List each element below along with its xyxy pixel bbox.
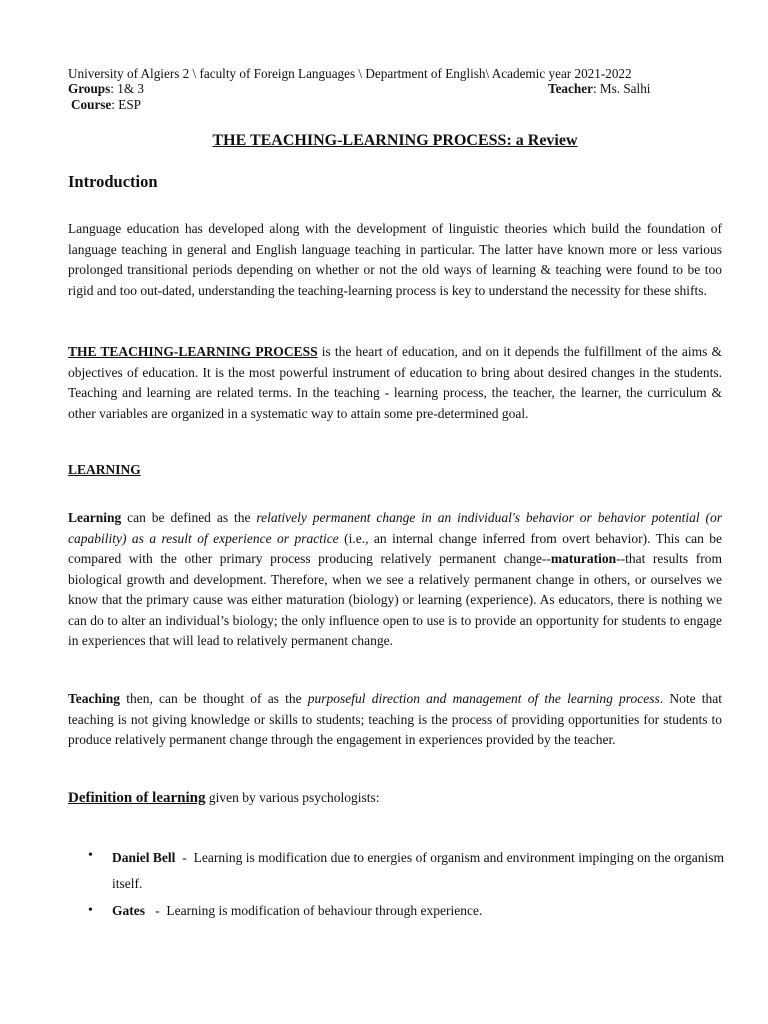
teacher-label: Teacher (548, 81, 593, 96)
definitions-heading-rest: given by various psychologists: (205, 790, 380, 805)
process-text: is the heart of education, and on it depends the fulfillment of the aims & objectives of education. It is the most powerful instrument of education to bring about desired changes in the students. Teaching and learning are related terms. In the teaching - learning process, the teacher, the learner, the curriculum & other variables are organized in a systematic way to attain some pre-determined goal. (68, 344, 722, 421)
learning-heading: LEARNING (68, 462, 141, 477)
learning-text-2: (i.e., an internal change inferred from overt behavior). This can be compared with the other primary process producing relatively permanent change-- (68, 530, 722, 566)
teaching-text-1: then, can be thought of as the (120, 691, 308, 706)
header-institution: University of Algiers 2 \ faculty of Foreign Languages \ Department of English\ Academic year 2021-2022 (68, 66, 632, 81)
teaching-text-2: . Note that teaching is not giving knowledge or skills to students; teaching is the process of providing opportunities for students to produce relatively permanent change through the engagement in experiences provided by the teacher. (68, 691, 722, 747)
introduction-paragraph: Language education has developed along with the development of linguistic theories which build the foundation of language teaching in general and English language teaching in particular. The latter have known more or less various prolonged transitional periods depending on whether or not the old ways of learning & teaching were found to be too rigid and too out-dated, understanding the teaching-learning process is key to understand the necessity for these shifts. (68, 221, 722, 298)
list-item-text: Learning is modification of behaviour through experience. (166, 903, 483, 918)
course-value: : ESP (111, 97, 141, 112)
teaching-paragraph (68, 689, 722, 751)
introduction-heading: Introduction (68, 172, 158, 191)
process-term: THE TEACHING-LEARNING PROCESS (68, 344, 318, 359)
course-label: Course (71, 97, 112, 112)
teaching-definition: purposeful direction and management of the learning process (307, 691, 660, 706)
groups-value: : 1& 3 (110, 81, 144, 96)
list-separator: - (145, 903, 167, 918)
bullet-icon: • (88, 848, 93, 863)
learning-definition: relatively permanent change in an individual's behavior or behavior potential (or capability) as a result of experience or practice (68, 510, 722, 546)
teacher-value: : Ms. Salhi (592, 81, 651, 96)
header-course (71, 97, 141, 113)
groups-label: Groups (68, 81, 111, 96)
learning-text-1: can be defined as the (121, 510, 257, 525)
learning-text-3: --that results from biological growth and development. Therefore, when we see a relatively permanent change in others, or ourselves we know that the primary cause was either maturation (biology) or learning (experience). As educators, there is nothing we can do to alter an individual’s biology; the only influence open to use is to provide an opportunity for students to engage in experiences that will lead to relatively permanent change. (68, 551, 723, 648)
psychologist-name: Gates (112, 903, 145, 918)
definitions-heading (68, 790, 380, 807)
teaching-term: Teaching (68, 691, 121, 706)
list-item-text: Learning is modification due to energies of organism and environment impinging on the organism itself. (112, 850, 724, 891)
list-item (112, 845, 724, 897)
header-teacher (548, 81, 650, 97)
maturation-term: maturation (550, 551, 617, 566)
psychologist-name: Daniel Bell (112, 850, 176, 865)
process-paragraph (68, 342, 722, 424)
document-title: THE TEACHING-LEARNING PROCESS: a Review (212, 132, 578, 149)
bullet-icon: • (88, 903, 93, 918)
list-separator: - (175, 850, 194, 865)
learning-term: Learning (68, 510, 122, 525)
definitions-heading-underlined: Definition of learning (68, 790, 206, 806)
list-item (112, 898, 724, 924)
header-groups (68, 81, 144, 97)
learning-paragraph (68, 508, 722, 652)
